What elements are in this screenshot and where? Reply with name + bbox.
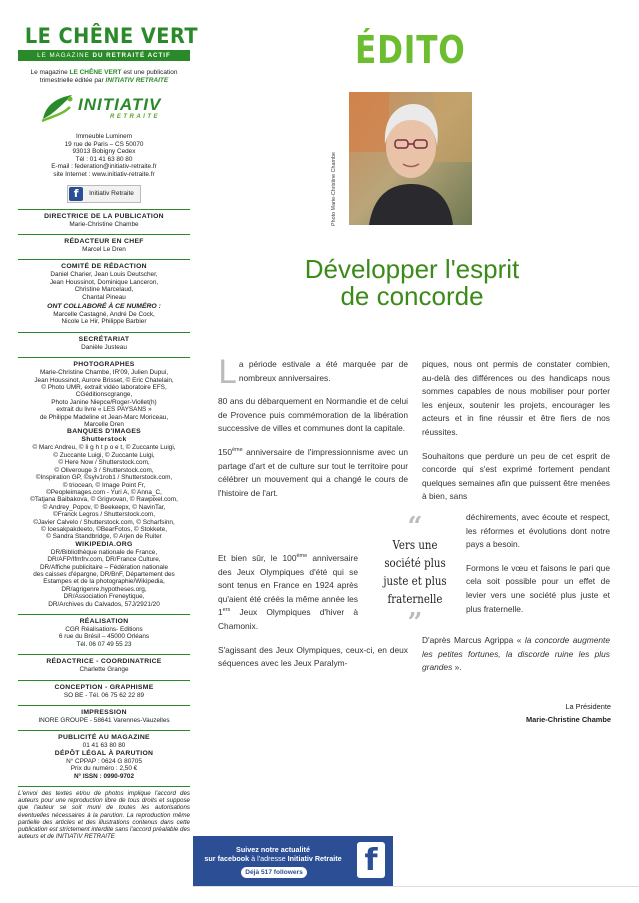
credit-line: Danièle Justeau bbox=[81, 343, 127, 351]
credit-line: CGR Réalisations- Editions bbox=[65, 626, 143, 633]
credits-section bbox=[18, 234, 190, 253]
credits-section bbox=[18, 332, 190, 351]
credit-line: Jean Houssinot, Aurore Brisset, © Eric Chatelain, bbox=[34, 376, 174, 384]
banner-text: à l'adresse bbox=[251, 854, 288, 863]
credits-section bbox=[18, 730, 190, 780]
credit-line: DR/agrigenre.hypotheses.org, bbox=[61, 585, 147, 593]
article-paragraph bbox=[218, 446, 408, 500]
credit-line: © Here Now / Shutterstock.com, bbox=[58, 459, 150, 467]
credits-section bbox=[18, 614, 190, 648]
credit-line: © Andrey_Popov, © Beekeepx, © NavinTar, bbox=[42, 503, 166, 511]
credit-line: N° CPPAP : 0624 G 80705 bbox=[66, 757, 142, 765]
credit-line: Marie-Christine Chambe bbox=[69, 220, 139, 228]
article-paragraph: 80 ans du débarquement en Normandie et de celui de Provence puis commémoration de la libération successive de villes et communes dont la capitale. bbox=[218, 396, 408, 434]
address-line: 93013 Bobigny Cedex bbox=[72, 148, 136, 156]
superscript: ème bbox=[296, 553, 308, 560]
close-quote-icon: ” bbox=[407, 608, 423, 638]
paragraph-text: Jeux Olympiques d'hiver à Chamonix. bbox=[218, 607, 358, 631]
credit-line: Estampes et de la photographie/Wikipedia, bbox=[43, 578, 165, 586]
credits-section bbox=[18, 259, 190, 325]
section-heading: RÉDACTRICE - COORDINATRICE bbox=[46, 658, 162, 666]
credit-line: Christine Marcelaud, bbox=[74, 286, 134, 294]
credit-line: © Ioesakpakdeeto, ©BearFotos, © Stokkete, bbox=[40, 525, 168, 533]
credit-line: DR/Bibliothèque nationale de France, bbox=[50, 548, 158, 556]
address-line: 19 rue de Paris – CS 50070 bbox=[64, 140, 144, 148]
logo-wordmark: INITIATIV bbox=[78, 95, 162, 114]
initiativ-logo bbox=[18, 89, 190, 127]
intro-text-1: Le magazine bbox=[30, 69, 70, 76]
photo-credit: Photo Marie-Christine Chambe bbox=[331, 151, 337, 226]
credit-line: ©Peopleimages.com - Yuri A, © Anna_C, bbox=[46, 488, 162, 496]
divider bbox=[193, 886, 639, 887]
credit-line: DR/Affiche publicitaire – Fédération nationale bbox=[39, 563, 169, 571]
magazine-tagline bbox=[18, 50, 190, 61]
leaf-logo-icon bbox=[40, 93, 74, 123]
logo-subtitle: RETRAITE bbox=[110, 114, 160, 120]
website-link[interactable]: site Internet : www.initiativ-retraite.fr bbox=[53, 170, 155, 178]
article-paragraph: déchirements, avec écoute et respect, les réformes et évolutions dont notre pays a besoin. bbox=[466, 512, 610, 550]
signature bbox=[526, 700, 611, 726]
masthead-sidebar bbox=[18, 24, 199, 841]
credit-line: © Sandra Standbridge, © Arjen de Ruiter bbox=[46, 533, 162, 541]
disclaimer-section bbox=[18, 786, 190, 840]
section-heading: WIKIPEDIA.ORG bbox=[75, 540, 133, 548]
credit-line: Marcel Le Dren bbox=[82, 245, 126, 253]
superscript: ème bbox=[231, 447, 243, 454]
paragraph-text: a période estivale a été marquée par de nombreux anniversaires. bbox=[238, 359, 408, 383]
credit-line: DR/Archives du Calvados, 57J/2921/20 bbox=[48, 600, 160, 608]
credit-line: Chantal Pineau bbox=[82, 293, 126, 301]
facebook-page-label: Initiativ Retraite bbox=[89, 190, 134, 198]
headline-line-2: de concorde bbox=[340, 281, 484, 311]
article-column-1b bbox=[218, 552, 408, 681]
credit-line: DR/AFP/Ifmfrv.com, DR/France Culture, bbox=[47, 556, 161, 564]
credit-line: Marcelle Castagné, André De Cock, bbox=[53, 311, 155, 318]
headline-line-1: Développer l'esprit bbox=[304, 254, 520, 284]
article-paragraph: piques, nous ont permis de constater combien, au-delà des différences ou des handicaps nous sommes capables de nous mobiliser pour porter les enjeux, soutenir les projets, encourager les acteurs et in fine réussir et être fiers de nos réussites. bbox=[422, 359, 610, 437]
credit-line: SO BE - Tél. 06 75 62 22 89 bbox=[63, 691, 145, 699]
followers-badge: Déjà 517 followers bbox=[241, 867, 307, 878]
credit-line: de Philippe Madeline et Jean-Marc Moriceau, bbox=[39, 413, 169, 421]
credits-section bbox=[18, 654, 190, 673]
credit-line: © triocean, © Image Point Fr, bbox=[62, 481, 146, 489]
credits-section bbox=[18, 209, 190, 228]
section-heading: SECRÉTARIAT bbox=[78, 335, 130, 343]
facebook-banner[interactable] bbox=[193, 836, 393, 886]
superscript: ers bbox=[222, 607, 231, 614]
credit-line: N° ISSN : 0990-9702 bbox=[73, 772, 135, 780]
credits-section bbox=[18, 357, 190, 608]
article-paragraph: Formons le vœu et faisons le pari que cela soit possible pour un effet de levier vers une société plus juste et plus fraternelle. bbox=[466, 562, 610, 614]
credit-line: ©Franck Legros / Shutterstock.com, bbox=[52, 511, 156, 519]
banner-headline: Suivez notre actualité bbox=[236, 845, 310, 854]
article-paragraph bbox=[218, 353, 408, 391]
author-portrait bbox=[349, 92, 472, 225]
signature-name: Marie-Christine Chambe bbox=[525, 715, 611, 724]
credit-line: des caisses d'épargne, DR/BnF, Département des bbox=[33, 570, 175, 578]
credit-line: INORE GROUPE - 58641 Varennes-Vauzelles bbox=[38, 717, 170, 725]
banner-text: sur facebook bbox=[204, 854, 252, 863]
credit-line: Daniel Charier, Jean Louis Deutscher, bbox=[50, 271, 158, 279]
credit-line: Nicole Le Hir, Philippe Barbier bbox=[61, 318, 147, 326]
credits-section bbox=[18, 705, 190, 724]
intro-brand: LE CHÊNE VERT bbox=[69, 69, 122, 76]
credit-line: © Marc Andreu, © Ii g h t p o e t, © Zuccante Luigi, bbox=[32, 444, 176, 452]
article-column-2c bbox=[422, 634, 610, 675]
article-column-1 bbox=[218, 353, 408, 510]
email-link[interactable]: E-mail : federation@initiativ-retraite.fr bbox=[51, 163, 157, 171]
article-column-2b bbox=[466, 511, 610, 626]
section-heading: ONT COLLABORÉ À CE NUMÉRO : bbox=[47, 303, 161, 310]
magazine-title: LE CHÊNE VERT bbox=[24, 24, 199, 48]
paragraph-text: ». bbox=[452, 662, 462, 673]
publication-intro bbox=[18, 69, 190, 85]
tagline-bold: DU RETRAITÉ ACTIF bbox=[92, 52, 171, 59]
section-heading: COMITÉ DE RÉDACTION bbox=[61, 263, 147, 271]
credit-line: © Photo UMR, extrait vidéo laboratoire EFS, bbox=[41, 384, 167, 392]
drop-cap: L bbox=[218, 353, 236, 391]
credit-line: Prix du numéro : 2,50 € bbox=[70, 765, 138, 773]
phone-line: Tél : 01 41 63 80 80 bbox=[75, 155, 133, 163]
credit-line: DR/Association Freneytique, bbox=[63, 593, 145, 601]
credit-line: 6 rue du Brésil – 45000 Orléans bbox=[58, 633, 150, 641]
section-heading: PUBLICITÉ AU MAGAZINE bbox=[58, 734, 150, 742]
section-heading: CONCEPTION - GRAPHISME bbox=[54, 683, 154, 691]
pull-quote bbox=[368, 512, 462, 638]
address-block bbox=[18, 133, 190, 179]
open-quote-icon: “ bbox=[407, 512, 423, 542]
section-heading: RÉALISATION bbox=[79, 618, 129, 625]
article-paragraph: Souhaitons que perdure un peu de cet esprit de concorde qui s'est exprimé fortement pendant quelques semaines afin que puissent être menées à bien, sans bbox=[422, 450, 610, 502]
credit-line: Marcelle Dren bbox=[84, 421, 124, 429]
facebook-icon: f bbox=[69, 187, 83, 201]
credit-line: ©Tatjana Baibakova, © Grigvovan, © Rawpixel.com, bbox=[30, 496, 178, 504]
paragraph-text: D'après Marcus Agrippa « bbox=[422, 635, 525, 645]
credit-line: 01 41 63 80 80 bbox=[82, 742, 126, 750]
article-column-2 bbox=[422, 358, 610, 514]
section-heading: IMPRESSION bbox=[81, 709, 127, 717]
paragraph-text: Et bien sûr, le 100 bbox=[218, 553, 297, 563]
portrait-image bbox=[349, 92, 472, 225]
banner-brand: Initiativ Retraite bbox=[287, 854, 342, 863]
section-heading: BANQUES D'IMAGES bbox=[66, 428, 141, 436]
section-heading: RÉDACTEUR EN CHEF bbox=[64, 237, 144, 245]
credit-line: extrait du livre « LES PAYSANS » bbox=[56, 406, 152, 414]
facebook-page-link[interactable] bbox=[67, 185, 141, 203]
credit-line: Charlette Grange bbox=[79, 666, 129, 674]
credit-line: © Oliverouge 3 / Shutterstock.com, bbox=[54, 466, 154, 474]
credit-line: Marie-Christine Chambe, IR'09, Julien Dupui, bbox=[39, 369, 169, 377]
credit-line: ©Javier Calvelo / Shutterstock.com, © Scharfsinn, bbox=[33, 518, 175, 526]
credits-section bbox=[18, 680, 190, 699]
tagline-pre: LE MAGAZINE bbox=[37, 52, 93, 59]
section-heading: DÉPÔT LÉGAL À PARUTION bbox=[54, 749, 154, 757]
section-heading: PHOTOGRAPHES bbox=[73, 361, 135, 369]
section-title: ÉDITO bbox=[355, 28, 466, 72]
article-paragraph bbox=[218, 552, 358, 634]
address-line: Immeuble Luminem bbox=[75, 133, 133, 140]
paragraph-text: anniversaire de l'impressionnisme avec un partage d'art et de culture sur tout le territoire pour célébrer un mouvement qui a changé le cours de l'histoire de l'art. bbox=[218, 446, 408, 498]
editorial-headline bbox=[212, 256, 612, 310]
credit-line: Tél. 06 07 49 55 23 bbox=[76, 640, 132, 648]
intro-text-2: est une publication trimestrielle éditée par bbox=[39, 69, 178, 84]
quote-italic: la concorde augmente les petites fortunes, la discorde ruine les plus grandes bbox=[422, 635, 610, 673]
paragraph-text: 150 bbox=[218, 446, 232, 457]
credit-line: Jean Houssinot, Dominique Lanceron, bbox=[49, 278, 159, 286]
credit-line: CGéditionscgrange, bbox=[75, 391, 133, 399]
banner-subline bbox=[193, 854, 353, 863]
intro-publisher: INITIATIV RETRAITE bbox=[105, 77, 169, 84]
section-heading: DIRECTRICE DE LA PUBLICATION bbox=[44, 212, 164, 220]
legal-disclaimer: L'envoi des textes et/ou de photos implique l'accord des auteurs pour une reproduction libre de tous droits et suppose que l'auteur se soit muni de toutes les autorisations éventuelles nécessaires à la parution. La reproduction même partielle des articles et des illustrations contenus dans cette publication est strictement interdite sans l'accord préalable des auteurs et de INITIATIV RETRAITE bbox=[18, 790, 190, 841]
section-subheading: Shutterstock bbox=[81, 436, 127, 444]
credit-line: Photo Janine Niepce/Roger-Viollet(h) bbox=[51, 398, 157, 406]
credit-line: © Zuccante Luigi, © Zuccante Luigi, bbox=[53, 451, 155, 459]
pull-quote-text: Vers une société plus juste et plus fraternelle bbox=[383, 538, 447, 606]
paragraph-text: anniversaire des Jeux Olympiques d'été qui se sont tenus en France en 1924 après qu'aient été créés la même année les 1 bbox=[218, 553, 358, 618]
credit-line: ©Inspiration GP, ©sylv1rob1 / Shutterstock.com, bbox=[35, 474, 173, 482]
article-paragraph: S'agissant des Jeux Olympiques, ceux-ci, en deux séquences avec les Jeux Paralym- bbox=[218, 644, 408, 669]
facebook-icon: f bbox=[357, 842, 385, 878]
signature-role: La Présidente bbox=[565, 702, 611, 711]
